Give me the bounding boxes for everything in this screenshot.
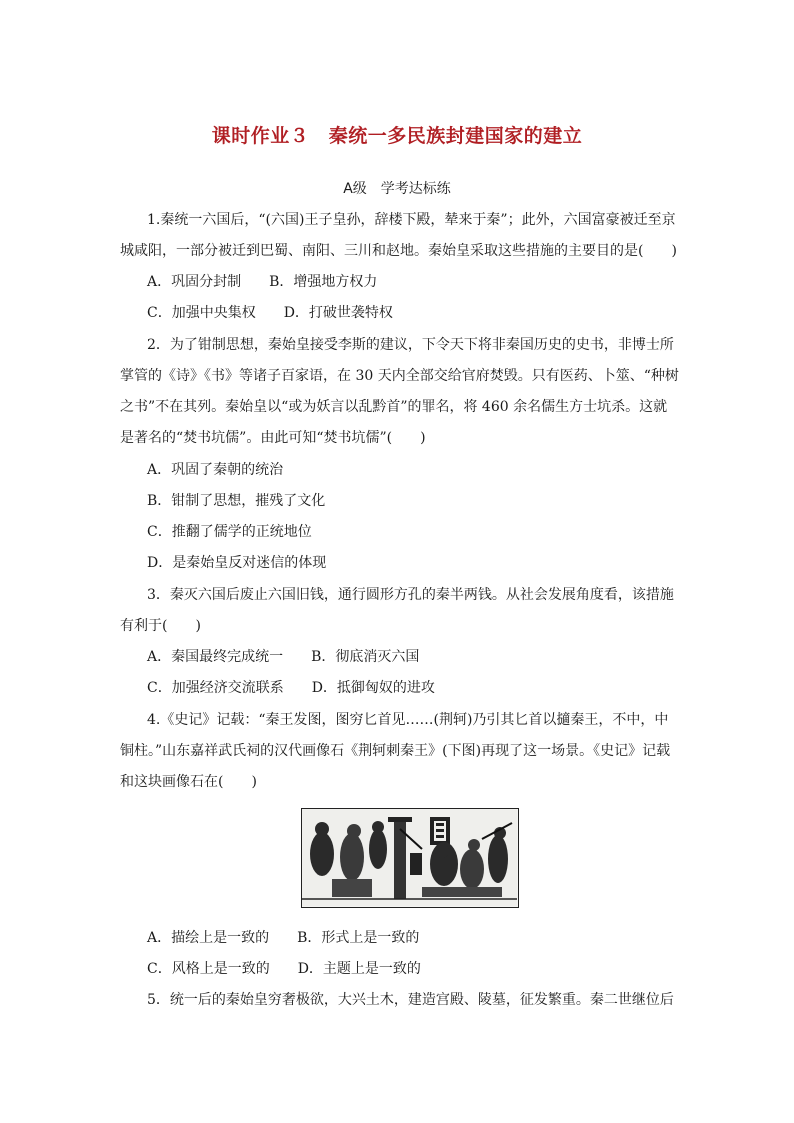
q4-stem-line-2: 铜柱。”山东嘉祥武氏祠的汉代画像石《荆轲刺秦王》(下图)再现了这一场景。《史记》记载 xyxy=(120,743,671,759)
q1-options-cd: C．加强中央集权 D．打破世袭特权 xyxy=(147,305,393,321)
q2-option-b: B．钳制了思想，摧残了文化 xyxy=(147,493,326,509)
q2-stem-line-4: 是著名的“焚书坑儒”。由此可知“焚书坑儒”( ) xyxy=(120,430,426,446)
q4-stem-line-1: 4.《史记》记载：“秦王发图，图穷匕首见……(荆轲)乃引其匕首以擿秦王，不中，中 xyxy=(147,712,669,728)
q1-stem-line-1: 1.秦统一六国后，“(六国)王子皇孙，辞楼下殿，辇来于秦”；此外，六国富豪被迁至京 xyxy=(147,212,676,228)
q2-option-c: C．推翻了儒学的正统地位 xyxy=(147,524,312,540)
relief-illustration xyxy=(302,809,517,906)
q3-stem-line-1: 3．秦灭六国后废止六国旧钱，通行圆形方孔的秦半两钱。从社会发展角度看，该措施 xyxy=(147,587,674,603)
q2-option-d: D．是秦始皇反对迷信的体现 xyxy=(147,555,327,571)
stone-relief-image xyxy=(301,808,519,908)
q2-stem-line-2: 掌管的《诗》《书》等诸子百家语，在 30 天内全部交给官府焚毁。只有医药、卜筮、“种树 xyxy=(120,368,679,384)
q2-option-a: A．巩固了秦朝的统治 xyxy=(147,462,284,478)
q5-stem-line-1: 5．统一后的秦始皇穷奢极欲，大兴土木，建造宫殿、陵墓，征发繁重。秦二世继位后 xyxy=(147,992,674,1008)
q3-options-cd: C．加强经济交流联系 D．抵御匈奴的进攻 xyxy=(147,680,435,696)
q1-options-ab: A．巩固分封制 B．增强地方权力 xyxy=(147,274,378,290)
q4-options-cd: C．风格上是一致的 D．主题上是一致的 xyxy=(147,961,421,977)
q3-options-ab: A．秦国最终完成统一 B．彻底消灭六国 xyxy=(147,649,420,665)
q4-stem-line-3: 和这块画像石在( ) xyxy=(120,774,257,790)
page-title: 课时作业３ 秦统一多民族封建国家的建立 xyxy=(211,125,583,147)
q2-stem-line-3: 之书”不在其列。秦始皇以“或为妖言以乱黔首”的罪名，将 460 余名儒生方士坑杀。这就 xyxy=(120,399,668,415)
section-heading: A级 学考达标练 xyxy=(343,181,451,197)
q1-stem-line-2: 城咸阳，一部分被迁到巴蜀、南阳、三川和赵地。秦始皇采取这些措施的主要目的是( ) xyxy=(120,243,677,259)
q3-stem-line-2: 有利于( ) xyxy=(120,618,201,634)
q4-options-ab: A．描绘上是一致的 B．形式上是一致的 xyxy=(147,930,420,946)
q2-stem-line-1: 2．为了钳制思想，秦始皇接受李斯的建议，下令天下将非秦国历史的史书，非博士所 xyxy=(147,337,674,353)
